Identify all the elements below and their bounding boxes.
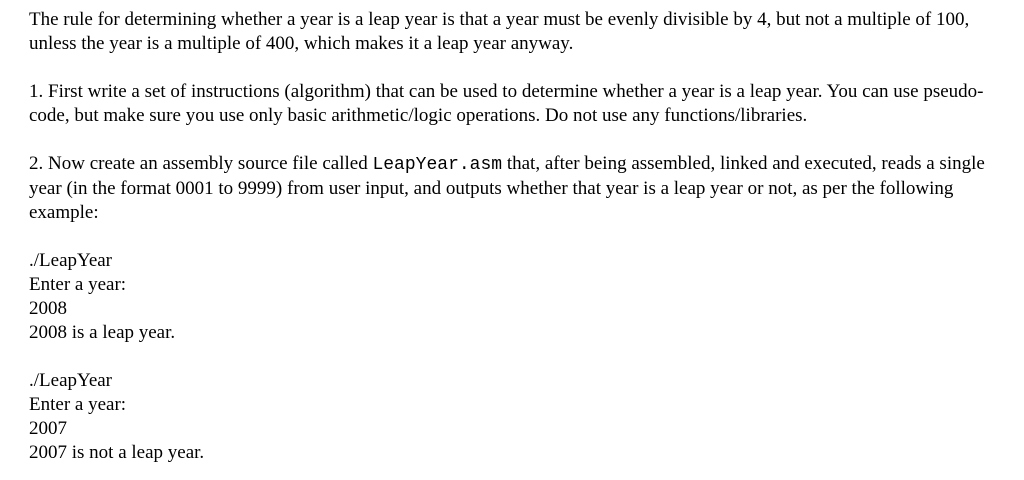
spacer [29, 225, 1024, 249]
intro-paragraph: The rule for determining whether a year is a leap year is that a year must be evenly divisible by 4, but not a multiple of 100, unless the year is a multiple of 400, which makes it a leap year anyway. [29, 9, 970, 54]
example-2-output: 2007 is not a leap year. [29, 442, 205, 463]
example-2 [29, 369, 1024, 465]
example-2-input: 2007 [29, 418, 67, 439]
task-2-text-after: that, after being assembled, linked and executed, reads a single year (in the format 0001 to 9999) from user input, and outputs whether that year is a leap year or not, as per the following example: [29, 153, 985, 223]
filename-code: LeapYear.asm [372, 155, 503, 175]
example-1-prompt: Enter a year: [29, 274, 127, 295]
spacer [29, 56, 1024, 80]
task-2-text-before: 2. Now create an assembly source file called [29, 153, 373, 174]
example-1-command: ./LeapYear [29, 250, 113, 271]
example-1 [29, 249, 1024, 345]
example-1-output: 2008 is a leap year. [29, 322, 176, 343]
example-1-input: 2008 [29, 298, 67, 319]
spacer [29, 128, 1024, 152]
example-2-command: ./LeapYear [29, 370, 113, 391]
spacer [29, 345, 1024, 369]
example-2-prompt: Enter a year: [29, 394, 127, 415]
task-1-paragraph: 1. First write a set of instructions (algorithm) that can be used to determine whether a year is a leap year. You can use pseudo-code, but make sure you use only basic arithmetic/logic operations. Do not use any functions/libraries. [29, 81, 984, 126]
task-2-paragraph [29, 152, 1004, 225]
